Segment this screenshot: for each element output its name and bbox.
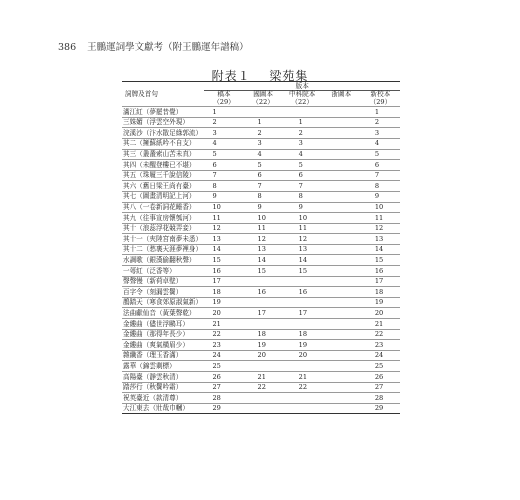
cell-value: 11	[283, 223, 322, 234]
cell-value: 15	[361, 255, 400, 266]
row-label: 百字令（刻漏雲鬢）	[122, 287, 204, 298]
cell-value	[283, 361, 322, 372]
row-label: 雜纖香（理玉香滿）	[122, 350, 204, 361]
book-title: 王鵬運詞學文獻考（附王鵬運年譜稿）	[87, 42, 249, 53]
table-row	[122, 244, 400, 255]
cell-value: 7	[361, 170, 400, 181]
cell-value	[322, 117, 361, 128]
cell-value: 19	[283, 340, 322, 351]
cell-value: 16	[204, 266, 243, 277]
cell-value: 9	[283, 202, 322, 213]
row-label: 其九（往事宣房懷瓠河）	[122, 213, 204, 224]
cell-value	[322, 202, 361, 213]
cell-value	[322, 107, 361, 118]
cell-value	[322, 329, 361, 340]
column-header	[361, 91, 400, 107]
cell-value: 17	[283, 308, 322, 319]
row-label: 滿江紅（夢罷昔覺）	[122, 107, 204, 118]
column-name: 稿本	[217, 90, 231, 98]
cell-value: 10	[244, 213, 283, 224]
page-header	[58, 39, 249, 53]
row-label: 踏莎行（秋鬢吟霜）	[122, 382, 204, 393]
cell-value: 22	[361, 329, 400, 340]
cell-value: 4	[283, 149, 322, 160]
cell-value: 13	[204, 234, 243, 245]
cell-value	[283, 297, 322, 308]
cell-value: 25	[204, 361, 243, 372]
cell-value	[322, 149, 361, 160]
column-name: 新校本	[370, 90, 391, 98]
cell-value: 18	[204, 287, 243, 298]
cell-value: 3	[204, 128, 243, 139]
cell-value: 28	[204, 393, 243, 404]
table-row	[122, 160, 400, 171]
table-row	[122, 255, 400, 266]
cell-value: 29	[361, 403, 400, 414]
row-label: 其三（叢叢索山苦未真）	[122, 149, 204, 160]
row-label: 鵲踏天（寒食郊原淑氣新）	[122, 297, 204, 308]
table-row	[122, 297, 400, 308]
cell-value: 5	[204, 149, 243, 160]
cell-value: 4	[244, 149, 283, 160]
cell-value	[322, 244, 361, 255]
cell-value	[244, 393, 283, 404]
cell-value: 8	[361, 181, 400, 192]
table-row	[122, 403, 400, 414]
row-header-cell	[122, 82, 204, 107]
cell-value	[244, 319, 283, 330]
cell-value: 16	[361, 266, 400, 277]
cell-value	[322, 319, 361, 330]
cell-value: 12	[283, 234, 322, 245]
cell-value: 17	[361, 276, 400, 287]
cell-value: 26	[204, 372, 243, 383]
cell-value: 22	[204, 329, 243, 340]
cell-value: 20	[244, 350, 283, 361]
table-row	[122, 393, 400, 404]
cell-value: 12	[244, 234, 283, 245]
table-body	[122, 107, 400, 414]
table-row	[122, 340, 400, 351]
cell-value	[322, 350, 361, 361]
cell-value: 8	[244, 191, 283, 202]
cell-value: 24	[361, 350, 400, 361]
cell-value: 6	[244, 170, 283, 181]
cell-value: 7	[204, 170, 243, 181]
row-label: 金縷曲（爽氣橫眉少）	[122, 340, 204, 351]
cell-value: 19	[204, 297, 243, 308]
cell-value: 7	[244, 181, 283, 192]
cell-value: 5	[283, 160, 322, 171]
cell-value: 4	[361, 138, 400, 149]
cell-value: 3	[361, 128, 400, 139]
cell-value: 12	[204, 223, 243, 234]
row-label: 金縷曲（儘世浮鷗耳）	[122, 319, 204, 330]
table-name: 梁苑集	[269, 69, 309, 83]
column-header	[244, 91, 283, 107]
cell-value: 16	[283, 287, 322, 298]
cell-value	[283, 403, 322, 414]
row-label: 其四（未醒登樓已不堪）	[122, 160, 204, 171]
row-label: 其七（圖畫清明記上河）	[122, 191, 204, 202]
row-label: 三姝媚（浮雲空外現）	[122, 117, 204, 128]
row-label: 大江東去（壯哉巾幗）	[122, 403, 204, 414]
row-label: 其十一（夾陸宮南夢未悉）	[122, 234, 204, 245]
table-row	[122, 138, 400, 149]
row-label: 法曲獻仙音（黃葉聲乾）	[122, 308, 204, 319]
cell-value: 19	[361, 297, 400, 308]
cell-value	[322, 403, 361, 414]
cell-value	[322, 308, 361, 319]
cell-value: 11	[244, 223, 283, 234]
row-label: 浣溪沙（汴水散足綠郭流）	[122, 128, 204, 139]
cell-value: 29	[204, 403, 243, 414]
cell-value: 26	[361, 372, 400, 383]
row-label: 其二（擁蘇紙吟不自支）	[122, 138, 204, 149]
table-row	[122, 170, 400, 181]
table-row	[122, 107, 400, 118]
table-row	[122, 361, 400, 372]
table-row	[122, 287, 400, 298]
cell-value	[283, 107, 322, 118]
cell-value: 10	[204, 202, 243, 213]
table-row	[122, 191, 400, 202]
column-header	[204, 91, 243, 107]
cell-value: 11	[361, 213, 400, 224]
cell-value: 24	[204, 350, 243, 361]
cell-value: 7	[283, 181, 322, 192]
cell-value: 2	[361, 117, 400, 128]
table-row	[122, 117, 400, 128]
cell-value: 14	[204, 244, 243, 255]
cell-value	[322, 266, 361, 277]
cell-value	[322, 287, 361, 298]
cell-value: 8	[283, 191, 322, 202]
cell-value: 13	[244, 244, 283, 255]
cell-value: 20	[361, 308, 400, 319]
cell-value	[322, 191, 361, 202]
cell-value: 20	[283, 350, 322, 361]
cell-value	[322, 160, 361, 171]
cell-value: 27	[361, 382, 400, 393]
table-row	[122, 308, 400, 319]
row-label: 一萼紅（泛香等）	[122, 266, 204, 277]
row-header: 詞牌及首句	[125, 89, 158, 98]
table-row	[122, 202, 400, 213]
cell-value: 21	[204, 319, 243, 330]
cell-value: 4	[204, 138, 243, 149]
cell-value: 19	[244, 340, 283, 351]
cell-value: 1	[204, 107, 243, 118]
cell-value	[322, 128, 361, 139]
cell-value: 20	[204, 308, 243, 319]
row-label: 金縷曲（那得年長少）	[122, 329, 204, 340]
column-header	[322, 91, 361, 107]
cell-value: 5	[361, 149, 400, 160]
cell-value: 15	[283, 266, 322, 277]
table-row	[122, 149, 400, 160]
cell-value: 18	[361, 287, 400, 298]
column-header	[283, 91, 322, 107]
cell-value: 18	[283, 329, 322, 340]
cell-value: 9	[244, 202, 283, 213]
table-row	[122, 276, 400, 287]
cell-value: 21	[283, 372, 322, 383]
cell-value: 3	[244, 138, 283, 149]
table-row	[122, 181, 400, 192]
cell-value	[283, 319, 322, 330]
table-row	[122, 234, 400, 245]
row-label: 高陽臺（靜雲秋清）	[122, 372, 204, 383]
column-name: 浙圖本	[331, 90, 352, 98]
row-label: 水調歌（銀漢偷翻秋聲）	[122, 255, 204, 266]
cell-value: 9	[361, 191, 400, 202]
cell-value: 14	[283, 255, 322, 266]
cell-value: 6	[361, 160, 400, 171]
cell-value: 2	[204, 117, 243, 128]
column-name: 國圖本	[253, 90, 273, 98]
cell-value	[322, 297, 361, 308]
cell-value: 9	[204, 191, 243, 202]
cell-value	[244, 403, 283, 414]
cell-value: 28	[361, 393, 400, 404]
table-row	[122, 223, 400, 234]
cell-value: 22	[283, 382, 322, 393]
cell-value: 11	[204, 213, 243, 224]
cell-value: 25	[361, 361, 400, 372]
cell-value	[322, 276, 361, 287]
cell-value: 17	[204, 276, 243, 287]
cell-value	[283, 276, 322, 287]
cell-value	[322, 223, 361, 234]
column-count: （22）	[291, 97, 313, 106]
cell-value: 1	[283, 117, 322, 128]
table-row	[122, 128, 400, 139]
cell-value: 23	[204, 340, 243, 351]
cell-value: 3	[283, 138, 322, 149]
cell-value	[244, 361, 283, 372]
column-count: （22）	[252, 97, 274, 106]
cell-value: 12	[361, 223, 400, 234]
group-header: 版本	[204, 82, 400, 91]
column-name: 中科院本	[289, 90, 316, 98]
cell-value	[322, 234, 361, 245]
cell-value	[244, 297, 283, 308]
cell-value	[322, 340, 361, 351]
row-label: 聲聲慢（新荷卓壁）	[122, 276, 204, 287]
table-row	[122, 319, 400, 330]
cell-value: 17	[244, 308, 283, 319]
page-number: 386	[58, 42, 77, 53]
column-count: （29）	[369, 97, 392, 106]
cell-value: 15	[244, 266, 283, 277]
cell-value: 2	[244, 128, 283, 139]
row-label: 其十（浪蕊浮花競弄妾）	[122, 223, 204, 234]
cell-value	[244, 276, 283, 287]
cell-value	[322, 181, 361, 192]
row-label: 其六（舊日梁王尚有臺）	[122, 181, 204, 192]
column-count	[322, 99, 361, 107]
table-number: 附表１	[211, 69, 251, 83]
editions-table	[122, 81, 400, 414]
cell-value: 1	[361, 107, 400, 118]
cell-value: 6	[283, 170, 322, 181]
cell-value	[322, 382, 361, 393]
cell-value	[322, 393, 361, 404]
cell-value	[322, 138, 361, 149]
cell-value	[322, 255, 361, 266]
cell-value: 22	[244, 382, 283, 393]
table-row	[122, 329, 400, 340]
cell-value: 23	[361, 340, 400, 351]
cell-value	[283, 393, 322, 404]
cell-value	[322, 361, 361, 372]
cell-value: 16	[244, 287, 283, 298]
table-row	[122, 350, 400, 361]
row-label: 露華（錦雲剩標）	[122, 361, 204, 372]
cell-value: 27	[204, 382, 243, 393]
cell-value: 15	[204, 255, 243, 266]
cell-value	[244, 107, 283, 118]
cell-value: 18	[244, 329, 283, 340]
cell-value: 5	[244, 160, 283, 171]
cell-value	[322, 213, 361, 224]
table-row	[122, 372, 400, 383]
cell-value: 8	[204, 181, 243, 192]
cell-value: 1	[244, 117, 283, 128]
cell-value: 14	[244, 255, 283, 266]
cell-value: 14	[361, 244, 400, 255]
cell-value: 21	[361, 319, 400, 330]
cell-value: 2	[283, 128, 322, 139]
table-row	[122, 213, 400, 224]
column-count: （29）	[213, 97, 235, 106]
row-label: 其十二（愁裏天涯夢裡身）	[122, 244, 204, 255]
cell-value: 6	[204, 160, 243, 171]
row-label: 其八（一卷新詞花睡香）	[122, 202, 204, 213]
cell-value: 10	[361, 202, 400, 213]
row-label: 其五（珠履三千說信陵）	[122, 170, 204, 181]
cell-value	[322, 170, 361, 181]
cell-value: 10	[283, 213, 322, 224]
row-label: 祝英臺近（款清尊）	[122, 393, 204, 404]
table-row	[122, 382, 400, 393]
cell-value: 13	[361, 234, 400, 245]
cell-value: 13	[283, 244, 322, 255]
cell-value: 21	[244, 372, 283, 383]
table-row	[122, 266, 400, 277]
cell-value	[322, 372, 361, 383]
